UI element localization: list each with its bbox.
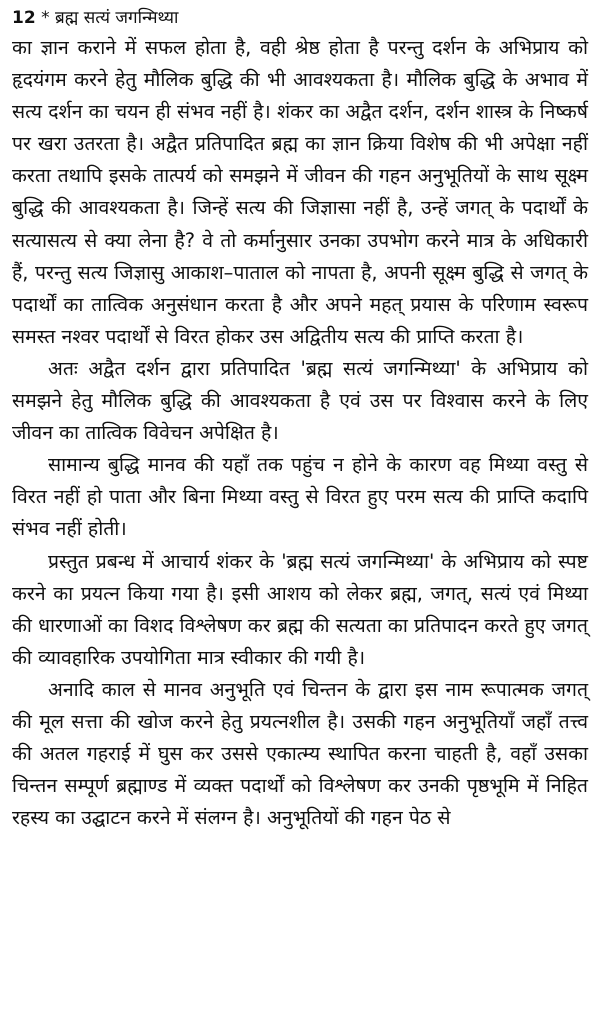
paragraph-continued: का ज्ञान कराने में सफल होता है, वही श्रेष्ठ होता है परन्तु दर्शन के अभिप्राय को हृदयंगम करने हेतु मौलिक बुद्धि की भी आवश्यकता है। मौलिक बुद्धि के अभाव में सत्य दर्शन का चयन ही संभव नहीं है। शंकर का अद्वैत दर्शन, दर्शन शास्त्र के निष्कर्ष पर खरा उतरता है। अद्वैत प्रतिपादित ब्रह्म का ज्ञान क्रिया विशेष की भी अपेक्षा नहीं करता तथापि इसके तात्पर्य को समझने में जीवन की गहन अनुभूतियों के साथ सूक्ष्म बुद्धि की आवश्यकता है। जिन्हें सत्य की जिज्ञासा नहीं है, उन्हें जगत् के पदार्थों के सत्यासत्य से क्या लेना है? वे तो कर्मानुसार उनका उपभोग करने मात्र के अधिकारी हैं, परन्तु सत्य जिज्ञासु आकाश–पाताल को नापता है, अपनी सूक्ष्म बुद्धि से जगत् के पदार्थों का तात्विक अनुसंधान करता है और अपने महत् प्रयास के परिणाम स्वरूप समस्त नश्वर पदार्थों से विरत होकर उस अद्वितीय सत्य की प्राप्ति करता है।: [12, 36, 588, 348]
header-separator: *: [41, 8, 50, 28]
running-title: ब्रह्म सत्यं जगन्मिथ्या: [54, 8, 179, 28]
paragraph: सामान्य बुद्धि मानव की यहाँ तक पहुंच न होने के कारण वह मिथ्या वस्तु से विरत नहीं हो पाता और बिना मिथ्या वस्तु से विरत हुए परम सत्य की प्राप्ति कदापि संभव नहीं होती।: [12, 453, 588, 541]
paragraph: अनादि काल से मानव अनुभूति एवं चिन्तन के द्वारा इस नाम रूपात्मक जगत् की मूल सत्ता की खोज करने हेतु प्रयत्नशील है। उसकी गहन अनुभूतियाँ जहाँ तत्त्व की अतल गहराई में घुस कर उससे एकात्म्य स्थापित करना चाहती है, वहाँ उसका चिन्तन सम्पूर्ण ब्रह्माण्ड में व्यक्त पदार्थों को विश्लेषण कर उनकी पृष्ठभूमि में निहित रहस्य का उद्घाटन करने में संलग्न है। अनुभूतियों की गहन पेठ से: [12, 677, 588, 830]
body-text: [12, 32, 588, 834]
running-header: [12, 6, 588, 30]
page-number: 12: [12, 8, 36, 28]
paragraph: प्रस्तुत प्रबन्ध में आचार्य शंकर के 'ब्रह्म सत्यं जगन्मिथ्या' के अभिप्राय को स्पष्ट करने का प्रयत्न किया गया है। इसी आशय को लेकर ब्रह्म, जगत्, सत्यं एवं मिथ्या की धारणाओं का विशद विश्लेषण कर ब्रह्म की सत्यता का प्रतिपादन करते हुए जगत् की व्यावहारिक उपयोगिता मात्र स्वीकार की गयी है।: [12, 549, 588, 669]
paragraph: अतः अद्वैत दर्शन द्वारा प्रतिपादित 'ब्रह्म सत्यं जगन्मिथ्या' के अभिप्राय को समझने हेतु मौलिक बुद्धि की आवश्यकता है एवं उस पर विश्वास करने के लिए जीवन का तात्विक विवेचन अपेक्षित है।: [12, 356, 588, 445]
